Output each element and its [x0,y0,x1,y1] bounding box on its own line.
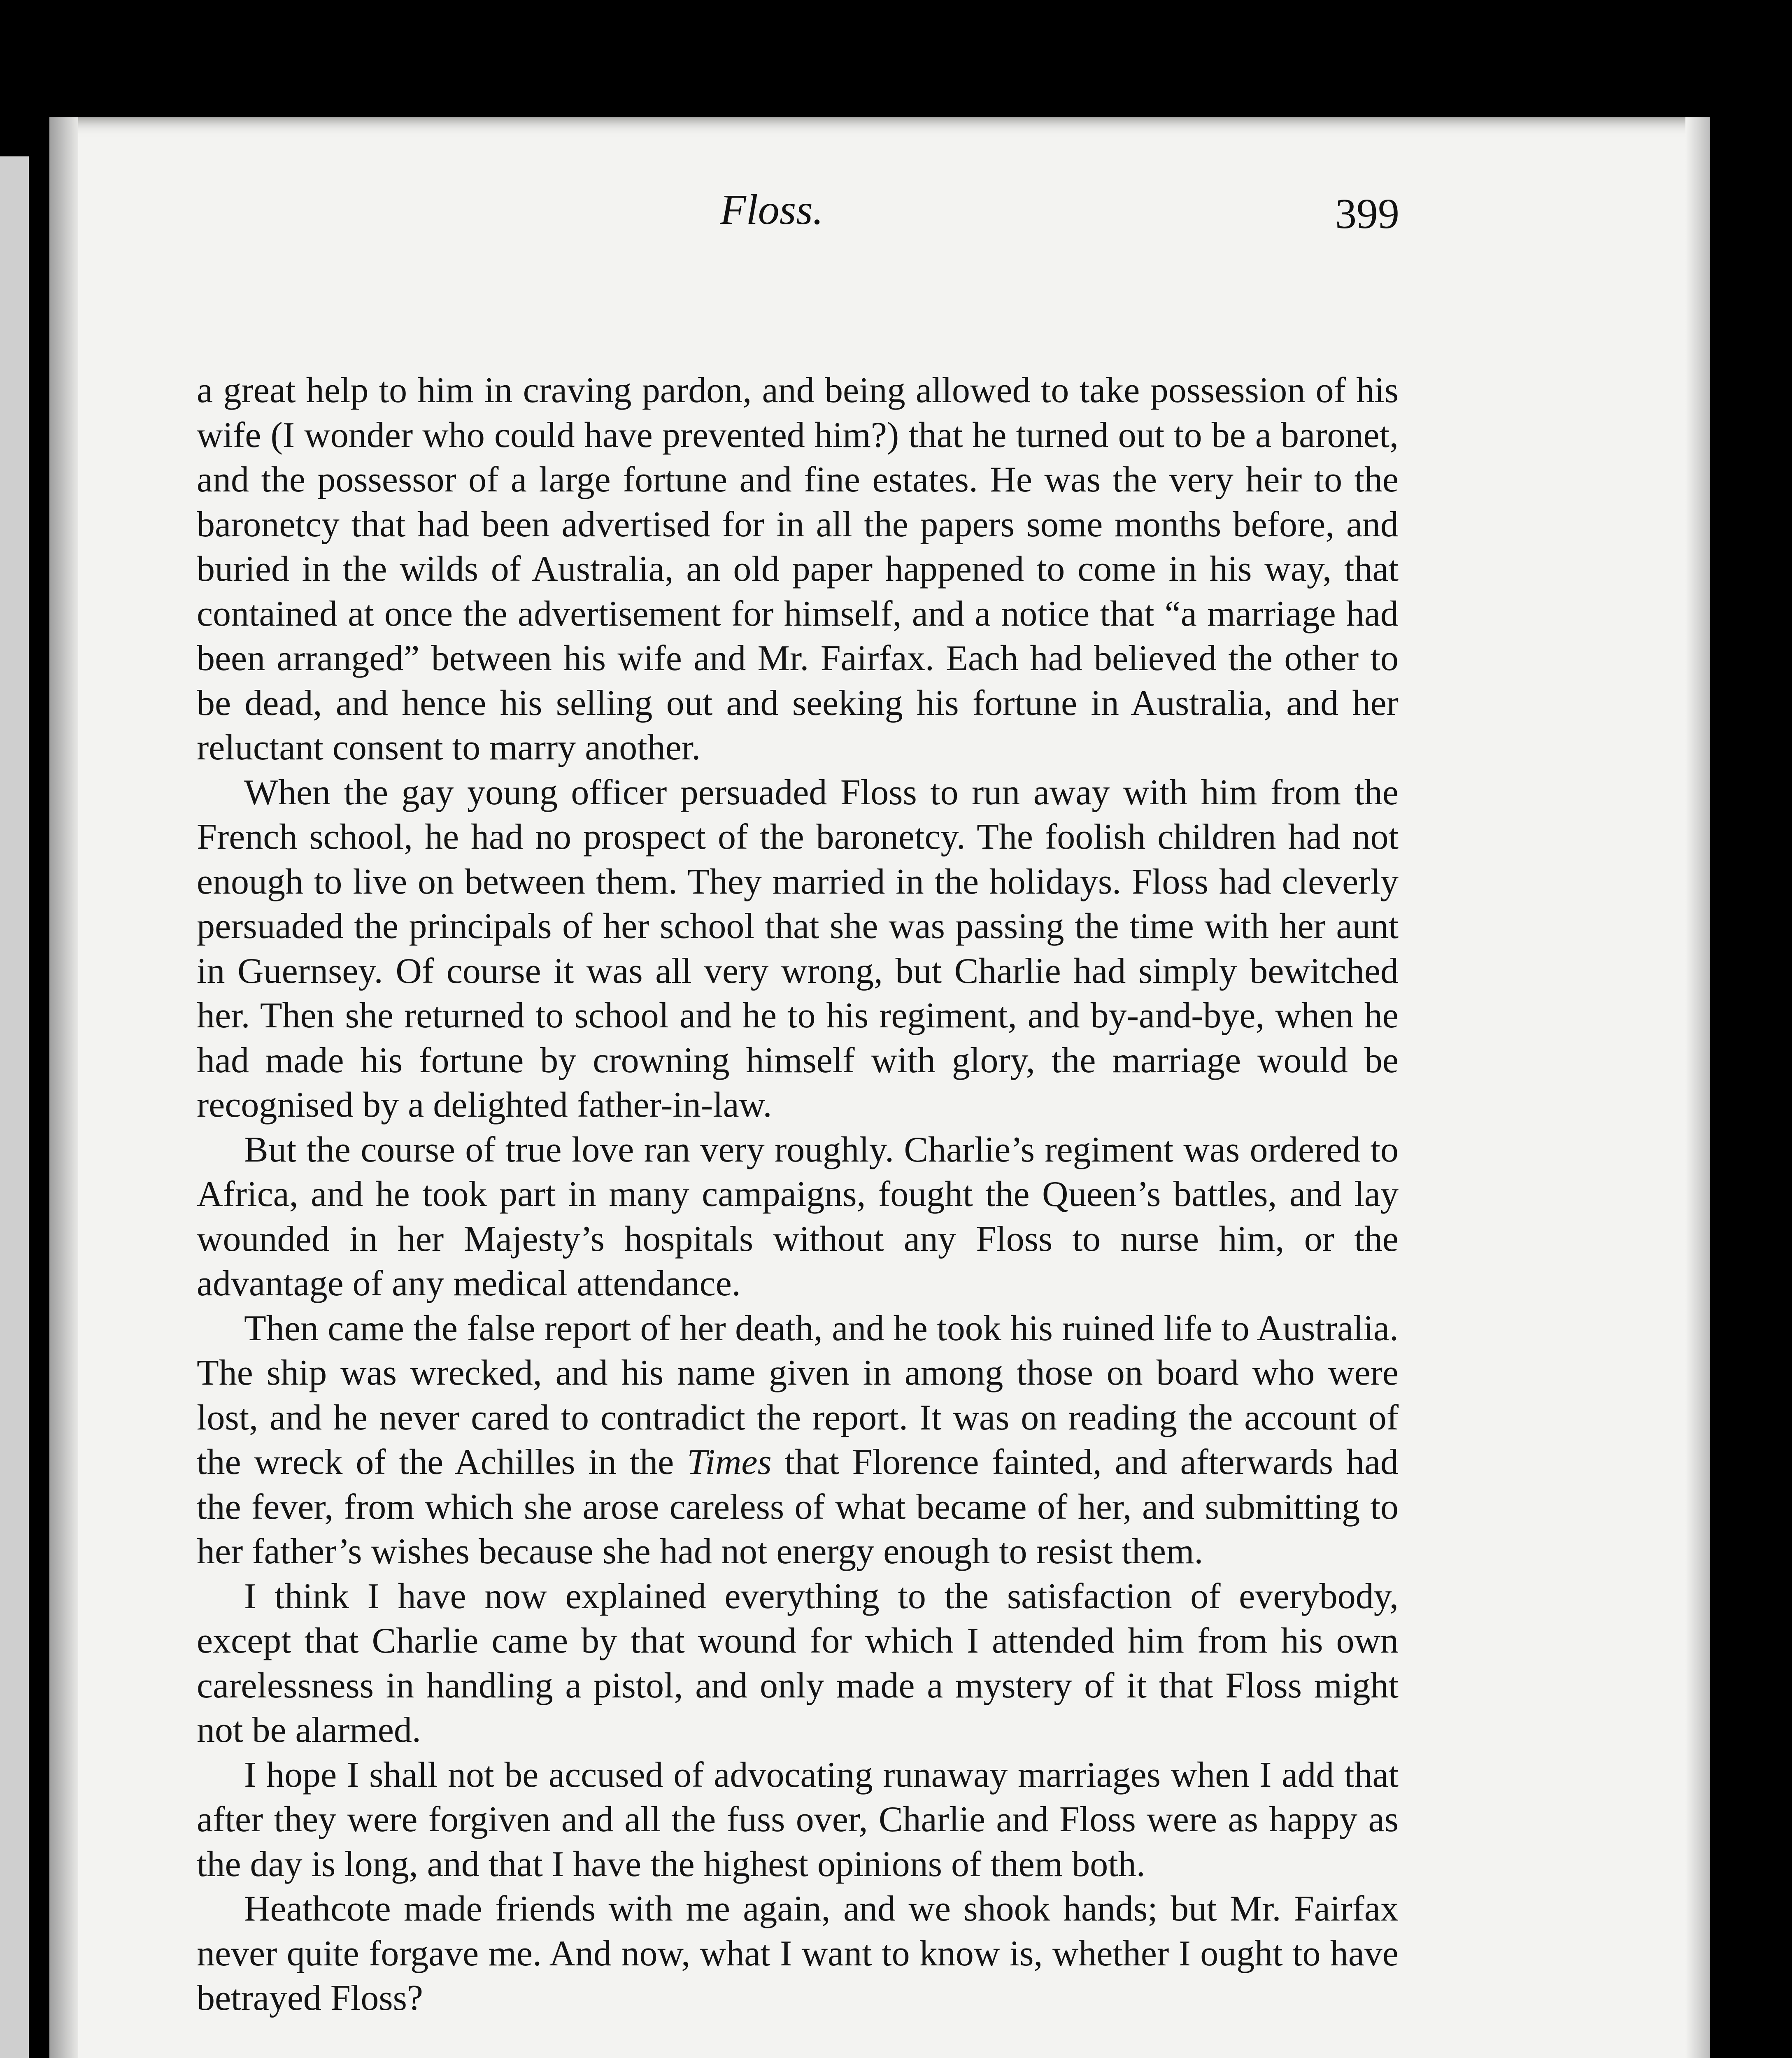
previous-page-edge [0,156,29,2058]
page-number: 399 [1335,190,1399,237]
paragraph-5: I think I have now explained everything to the satisfaction of everybody, except that Charlie came by that wound for which I attended him from his own carelessness in handling a pistol, and only made a mystery of it that Floss might not be alarmed. [197,1576,1399,1750]
paragraph-4-text-before: Then came the false report of her death, and he took his ruined life to Australia. The ship was wrecked, and his name given in among those on board who were lost, and he never cared to contradict the report. It was on reading the account of the wreck of the Achilles in the [197,1308,1399,1482]
paragraph-4-text-after: that Florence fainted, and afterwards had the fever, from which she arose careless of what became of her, and submitting to her father’s wishes because she had not energy enough to resist them. [197,1442,1399,1571]
newspaper-title: Times [687,1442,772,1482]
paragraph-1: a great help to him in craving pardon, and being allowed to take possession of his wife (I wonder who could have prevented him?) that he turned out to be a baronet, and the possessor of a large fortune and fine estates. He was the very heir to the baronetcy that had been advertised for in all the papers some months before, and buried in the wilds of Australia, an old paper happened to come in his way, that contained at once the advertisement for himself, and a notice that “a marriage had been arranged” between his wife and Mr. Fairfax. Each had believed the other to be dead, and hence his selling out and seeking his fortune in Australia, and her reluctant consent to marry another. [197,370,1399,768]
paragraph-7: Heathcote made friends with me again, and we shook hands; but Mr. Fairfax never quite forgave me. And now, what I want to know is, whether I ought to have betrayed Floss? [197,1889,1399,2018]
running-head [144,181,1399,247]
body-text [197,368,1399,2021]
paragraph-3: But the course of true love ran very roughly. Charlie’s regiment was ordered to Africa, and he took part in many campaigns, fought the Queen’s battles, and lay wounded in her Majesty’s hospitals without any Floss to nurse him, or the advantage of any medical attendance. [197,1129,1399,1304]
paragraph-2: When the gay young officer persuaded Floss to run away with him from the French school, he had no prospect of the baronetcy. The foolish children had not enough to live on between them. They married in the holidays. Floss had cleverly persuaded the principals of her school that she was passing the time with her aunt in Guernsey. Of course it was all very wrong, but Charlie had simply bewitched her. Then she returned to school and he to his regiment, and by-and-bye, when he had made his fortune by crowning himself with glory, the marriage would be recognised by a delighted father-in-law. [197,772,1399,1125]
paragraph-4 [197,1306,1399,1574]
running-title: Floss. [720,186,824,233]
paragraph-6: I hope I shall not be accused of advocating runaway marriages when I add that after they were forgiven and all the fuss over, Charlie and Floss were as happy as the day is long, and that I have the highest opinions of them both. [197,1755,1399,1884]
